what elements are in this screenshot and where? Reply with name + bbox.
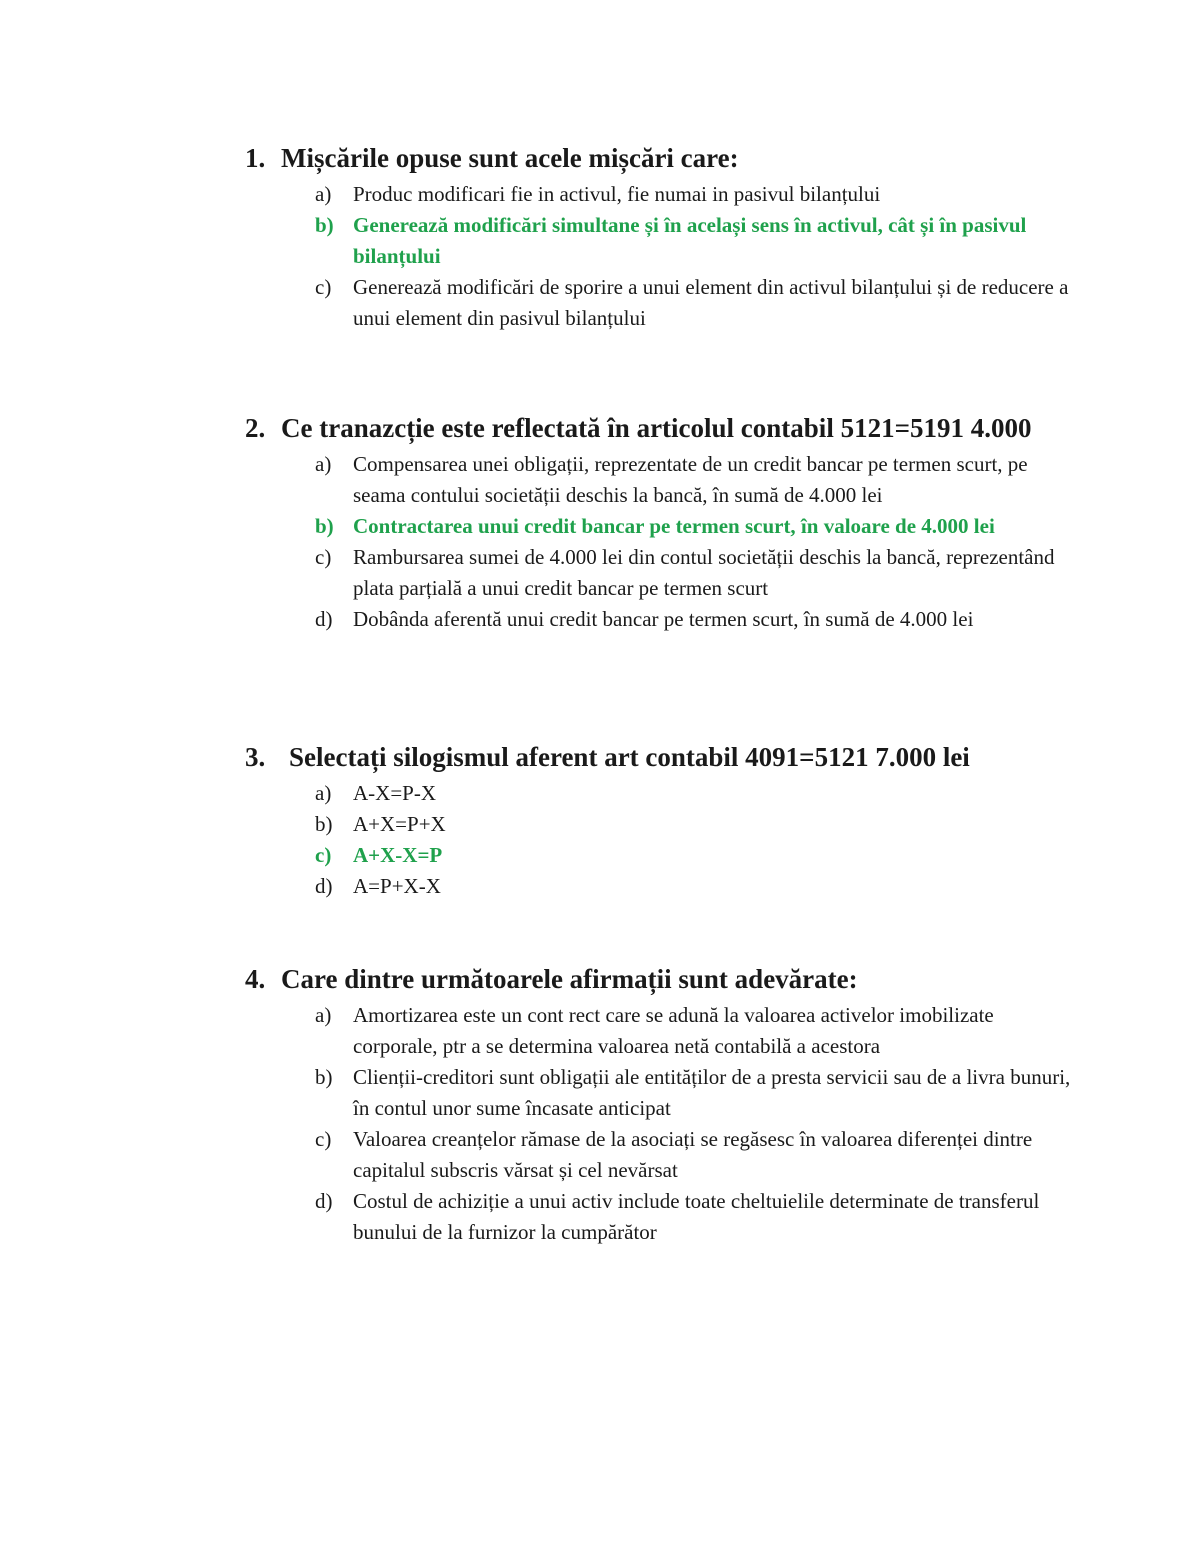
option-text: Generează modificări simultane și în același sens în activul, cât și în pasivul bilanțului bbox=[353, 213, 1027, 268]
question-1 bbox=[245, 141, 1075, 334]
option-letter: b) bbox=[315, 514, 334, 538]
option-letter: b) bbox=[315, 213, 334, 237]
option-text: Amortizarea este un cont rect care se adună la valoarea activelor imobilizate corporale, ptr a se determina valoarea netă contabilă a acestora bbox=[353, 1003, 994, 1058]
option-text: A-X=P-X bbox=[353, 781, 437, 805]
option-a bbox=[315, 1000, 1075, 1062]
option-text: Clienții-creditori sunt obligații ale entităților de a presta servicii sau de a livra bunuri, în contul unor sume încasate anticipat bbox=[353, 1065, 1071, 1120]
option-text: Produc modificari fie in activul, fie numai in pasivul bilanțului bbox=[353, 182, 881, 206]
option-text: Costul de achiziție a unui activ include toate cheltuielile determinate de transferul bunului de la furnizor la cumpărător bbox=[353, 1189, 1040, 1244]
option-text: Valoarea creanțelor rămase de la asociați se regăsesc în valoarea diferenței dintre capitalul subscris vărsat și cel nevărsat bbox=[353, 1127, 1033, 1182]
option-letter: c) bbox=[315, 843, 332, 867]
question-number: 4. bbox=[245, 964, 266, 994]
option-text: A+X-X=P bbox=[353, 843, 443, 867]
option-letter: a) bbox=[315, 452, 332, 476]
question-4 bbox=[245, 962, 1075, 1248]
option-letter: d) bbox=[315, 1189, 333, 1213]
option-b-correct bbox=[315, 210, 1075, 272]
question-title bbox=[245, 411, 1075, 445]
question-number: 3. bbox=[245, 742, 266, 772]
option-letter: c) bbox=[315, 275, 332, 299]
question-text: Selectați silogismul aferent art contabil 4091=5121 7.000 lei bbox=[289, 742, 970, 772]
question-text: Care dintre următoarele afirmații sunt adevărate: bbox=[281, 964, 858, 994]
option-b-correct bbox=[315, 511, 1075, 542]
options-list bbox=[245, 179, 1075, 334]
option-c bbox=[315, 1124, 1075, 1186]
option-b bbox=[315, 1062, 1075, 1124]
question-title bbox=[245, 962, 1075, 996]
question-text: Mișcările opuse sunt acele mișcări care: bbox=[281, 143, 739, 173]
option-text: Compensarea unei obligații, reprezentate de un credit bancar pe termen scurt, pe seama contului societății deschis la bancă, în sumă de 4.000 lei bbox=[353, 452, 1028, 507]
option-letter: b) bbox=[315, 812, 333, 836]
options-list bbox=[245, 778, 1075, 902]
option-text: A+X=P+X bbox=[353, 812, 446, 836]
question-number: 2. bbox=[245, 413, 266, 443]
question-title bbox=[245, 740, 1075, 774]
question-text: Ce tranazcție este reflectată în articolul contabil 5121=5191 4.000 bbox=[281, 413, 1032, 443]
question-3 bbox=[245, 740, 1075, 902]
option-c-correct bbox=[315, 840, 1075, 871]
option-letter: a) bbox=[315, 1003, 332, 1027]
option-letter: c) bbox=[315, 1127, 332, 1151]
option-letter: b) bbox=[315, 1065, 333, 1089]
option-letter: d) bbox=[315, 874, 333, 898]
option-letter: c) bbox=[315, 545, 332, 569]
question-number: 1. bbox=[245, 143, 266, 173]
option-a bbox=[315, 449, 1075, 511]
option-c bbox=[315, 272, 1075, 334]
option-d bbox=[315, 871, 1075, 902]
option-a bbox=[315, 179, 1075, 210]
option-letter: a) bbox=[315, 182, 332, 206]
option-c bbox=[315, 542, 1075, 604]
option-text: A=P+X-X bbox=[353, 874, 441, 898]
option-text: Generează modificări de sporire a unui element din activul bilanțului și de reducere a unui element din pasivul bilanțului bbox=[353, 275, 1069, 330]
options-list bbox=[245, 449, 1075, 635]
options-list bbox=[245, 1000, 1075, 1248]
option-b bbox=[315, 809, 1075, 840]
option-text: Rambursarea sumei de 4.000 lei din contul societății deschis la bancă, reprezentând plata parțială a unui credit bancar pe termen scurt bbox=[353, 545, 1055, 600]
option-letter: a) bbox=[315, 781, 332, 805]
option-d bbox=[315, 1186, 1075, 1248]
option-letter: d) bbox=[315, 607, 333, 631]
option-text: Dobânda aferentă unui credit bancar pe termen scurt, în sumă de 4.000 lei bbox=[353, 607, 974, 631]
option-a bbox=[315, 778, 1075, 809]
question-title bbox=[245, 141, 1075, 175]
question-2 bbox=[245, 411, 1075, 635]
option-d bbox=[315, 604, 1075, 635]
option-text: Contractarea unui credit bancar pe termen scurt, în valoare de 4.000 lei bbox=[353, 514, 995, 538]
